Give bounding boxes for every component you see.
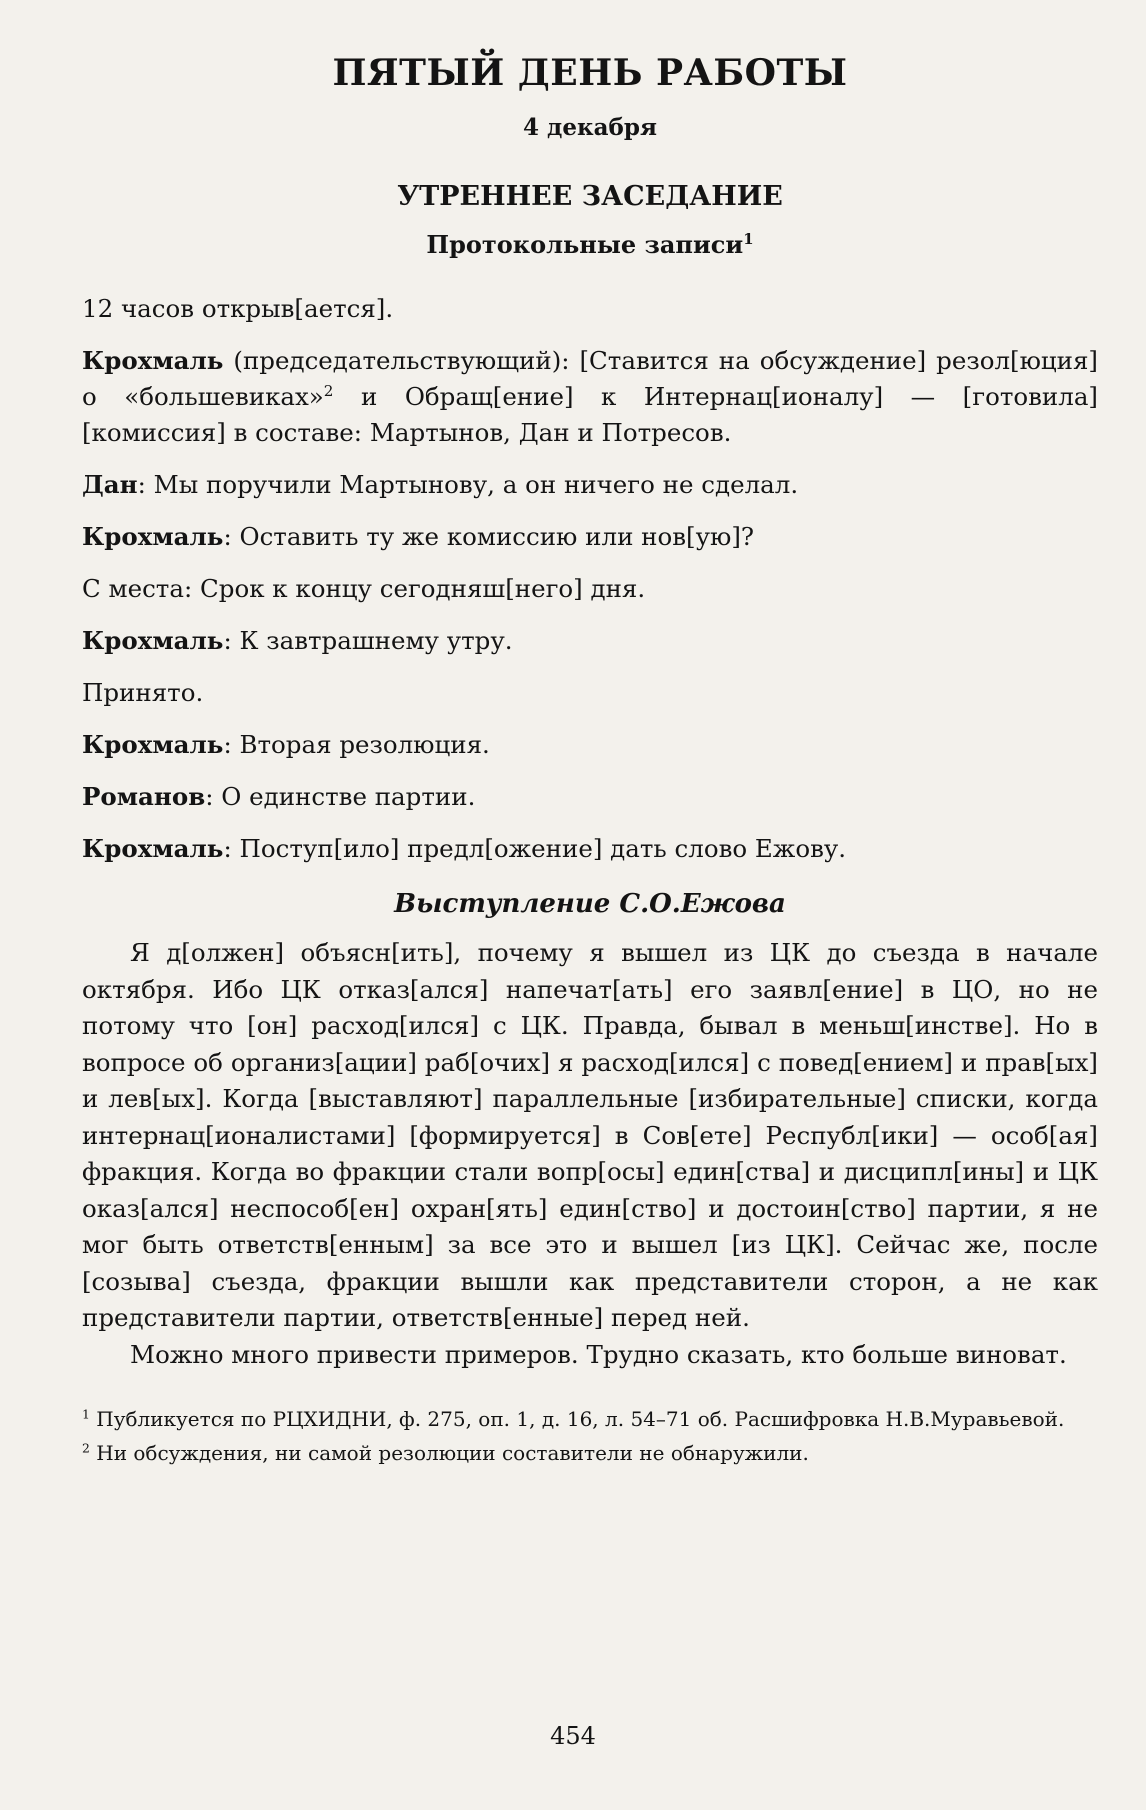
section-title bbox=[82, 230, 1098, 259]
entry-text: : Поступ[ило] предл[ожение] дать слово Ежову. bbox=[223, 834, 847, 863]
footnote bbox=[82, 1439, 1098, 1467]
speaker-name: Крохмаль bbox=[82, 522, 224, 551]
protocol-entry bbox=[82, 675, 1098, 711]
entry-text: (председательствующий): [Ставится на обсуждение] резол[юция] о «большевиках» bbox=[82, 346, 1098, 411]
protocol-entry bbox=[82, 623, 1098, 659]
speech-paragraph: Я д[олжен] объясн[ить], почему я вышел из ЦК до съезда в начале октября. Ибо ЦК отказ[ался] напечат[ать] его заявл[ение] в ЦО, но не потому что [он] расход[ился] с ЦК. Правда, бывал в меньш[инстве]. Но в вопросе об организ[ации] раб[очих] я расход[ился] с повед[ением] и прав[ых] и лев[ых]. Когда [выставляют] параллельные [избирательные] списки, когда интернац[ионалистами] [формируется] в Сов[ете] Республ[ики] — особ[ая] фракция. Когда во фракции стали вопр[осы] един[ства] и дисципл[ины] и ЦК оказ[ался] неспособ[ен] охран[ять] един[ство] и достоин[ство] партии, я не мог быть ответств[енным] за все это и вышел [из ЦК]. Сейчас же, после [созыва] съезда, фракции вышли как представители сторон, а не как представители партии, ответств[енные] перед ней. bbox=[82, 938, 1098, 1332]
footnote-mark: 1 bbox=[82, 1406, 90, 1422]
chapter-title: ПЯТЫЙ ДЕНЬ РАБОТЫ bbox=[332, 52, 848, 94]
protocol-entry bbox=[82, 727, 1098, 763]
protocol-entry bbox=[82, 467, 1098, 503]
session-date: 4 декабря bbox=[523, 114, 657, 141]
entry-text: : Вторая резолюция. bbox=[223, 730, 490, 759]
speech-paragraph: Можно много привести примеров. Трудно сказать, кто больше виноват. bbox=[130, 1339, 1067, 1369]
protocol-entry bbox=[82, 519, 1098, 555]
entry-text: : Мы поручили Мартынову, а он ничего не сделал. bbox=[137, 470, 799, 499]
protocol-entry bbox=[82, 343, 1098, 451]
entry-text-continued: и Обращ[ение] к Интернац[ионалу] — [готовила] [комиссия] в составе: Мартынов, Дан и Потресов. bbox=[82, 382, 1098, 447]
entry-text: : О единстве партии. bbox=[205, 782, 476, 811]
entry-text: : К завтрашнему утру. bbox=[223, 626, 513, 655]
protocol-entry bbox=[82, 779, 1098, 815]
protocol-entry bbox=[82, 571, 1098, 607]
speaker-name: Дан bbox=[82, 470, 138, 499]
protocol-entry bbox=[82, 291, 1098, 327]
entry-text: Принято. bbox=[82, 678, 204, 707]
speaker-name: Крохмаль bbox=[82, 626, 224, 655]
section-title-text: Протокольные записи bbox=[426, 230, 744, 259]
footnote-ref: 2 bbox=[323, 381, 334, 400]
entry-text: : Оставить ту же комиссию или нов[ую]? bbox=[223, 522, 755, 551]
speech-heading: Выступление С.О.Ежова bbox=[394, 889, 786, 919]
page-number: 454 bbox=[550, 1722, 596, 1750]
speaker-name: Крохмаль bbox=[82, 834, 224, 863]
footnote-text: Ни обсуждения, ни самой резолюции составители не обнаружили. bbox=[89, 1441, 809, 1465]
footnote-mark: 2 bbox=[82, 1440, 90, 1456]
protocol-records bbox=[82, 291, 1098, 867]
footnote-text: Публикуется по РЦХИДНИ, ф. 275, оп. 1, д. 16, л. 54–71 об. Расшифровка Н.В.Муравьевой. bbox=[89, 1407, 1065, 1431]
speech-body bbox=[82, 935, 1098, 1373]
session-title: УТРЕННЕЕ ЗАСЕДАНИЕ bbox=[397, 181, 783, 212]
footnote bbox=[82, 1405, 1098, 1433]
entry-text: С места: Срок к концу сегодняш[него] дня. bbox=[82, 574, 646, 603]
speaker-name: Крохмаль bbox=[82, 346, 224, 375]
protocol-entry bbox=[82, 831, 1098, 867]
footnote-ref: 1 bbox=[743, 230, 754, 248]
speaker-name: Крохмаль bbox=[82, 730, 224, 759]
speaker-name: Романов bbox=[82, 782, 206, 811]
entry-text: 12 часов открыв[ается]. bbox=[82, 294, 394, 323]
footnotes bbox=[82, 1405, 1098, 1467]
